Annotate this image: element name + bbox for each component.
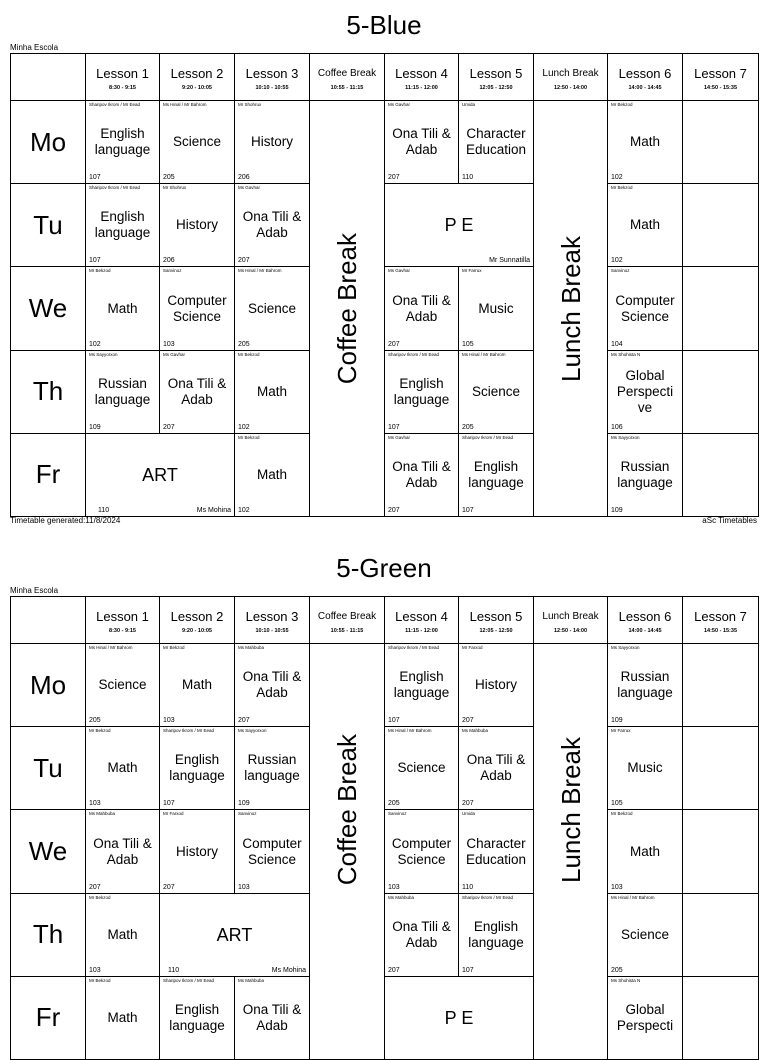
period-header: Lesson 5 12:05 - 12:50: [459, 54, 534, 101]
lesson-cell[interactable]: Sharipov Ikrom / Mr Eead English language 107: [86, 101, 160, 184]
day-label: We: [11, 810, 86, 893]
lesson-cell[interactable]: Mr Shohrux History 206: [160, 184, 235, 267]
lesson-cell[interactable]: Mr Bekzod Math 102: [235, 433, 310, 516]
lesson-cell[interactable]: Ms Hinal / Mr Bahrom Science 205: [385, 727, 459, 810]
empty-cell: [683, 184, 759, 267]
lunch-break-cell: Lunch Break: [534, 101, 608, 517]
lesson-cell[interactable]: Ms Hinal / Mr Bahrom Science 205: [608, 893, 683, 976]
coffee-break-cell: Coffee Break: [310, 644, 385, 1060]
lesson-cell[interactable]: Sharipov Ikrom / Mr Eead English language 107: [385, 644, 459, 727]
lesson-cell[interactable]: Umida Character Education 110: [459, 101, 534, 184]
lesson-cell[interactable]: Ms Gavhar Ona Tili & Adab 207: [385, 433, 459, 516]
day-label: Th: [11, 350, 86, 433]
lesson-cell[interactable]: Sanvinoz Computer Science 104: [608, 267, 683, 350]
period-header: Lesson 1 8:30 - 9:15: [86, 597, 160, 644]
lesson-cell[interactable]: Mr Farrux Music 105: [459, 267, 534, 350]
lesson-cell[interactable]: Sharipov Ikrom / Mr Eead English language 107: [459, 433, 534, 516]
lesson-cell[interactable]: Ms Sayyorxon Russian language 109: [235, 727, 310, 810]
timetable-grid: [10, 596, 759, 1060]
period-header: Lesson 5 12:05 - 12:50: [459, 597, 534, 644]
lesson-cell[interactable]: Mr Bekzod Math 102: [235, 350, 310, 433]
school-name: Minha Escola: [10, 43, 59, 52]
lesson-cell[interactable]: Mr Bekzod Math: [86, 976, 160, 1059]
empty-cell: [683, 350, 759, 433]
lesson-cell[interactable]: Sharipov Ikrom / Mr Eead English language 107: [385, 350, 459, 433]
period-header: Lesson 2 9:20 - 10:05: [160, 54, 235, 101]
empty-cell: [683, 810, 759, 893]
lunch-break-cell: Lunch Break: [534, 644, 608, 1060]
day-label: Fr: [11, 976, 86, 1059]
lesson-cell-double[interactable]: P E Mr Sunnatilla: [385, 184, 534, 267]
lesson-cell[interactable]: Sanvinoz Computer Science 103: [235, 810, 310, 893]
period-header: Lesson 4 11:15 - 12:00: [385, 54, 459, 101]
lesson-cell[interactable]: Ms Mahbuba Ona Tili & Adab 207: [459, 727, 534, 810]
day-label: We: [11, 267, 86, 350]
coffee-break-cell: Coffee Break: [310, 101, 385, 517]
lesson-cell[interactable]: Ms Mahbuba Ona Tili & Adab: [235, 976, 310, 1059]
lesson-cell[interactable]: Mr Bekzod Math 103: [608, 810, 683, 893]
day-label: Tu: [11, 727, 86, 810]
lesson-cell[interactable]: Ms Gavhar Ona Tili & Adab 207: [385, 267, 459, 350]
lesson-cell[interactable]: Mr Bekzod Math 102: [86, 267, 160, 350]
lesson-cell[interactable]: Ms Gavhar Ona Tili & Adab 207: [235, 184, 310, 267]
day-label: Mo: [11, 101, 86, 184]
period-header: Coffee Break 10:55 - 11:15: [310, 597, 385, 644]
brand-footer: aSc Timetables: [702, 516, 757, 525]
lesson-cell[interactable]: Ms Shohista N Global Perspecti ve 106: [608, 350, 683, 433]
period-header: Lesson 7 14:50 - 15:35: [683, 54, 759, 101]
lesson-cell[interactable]: Sanvinoz Computer Science 103: [160, 267, 235, 350]
lesson-cell[interactable]: Sharipov Ikrom / Mr Eead English language: [160, 976, 235, 1059]
lesson-cell[interactable]: Sanvinoz Computer Science 103: [385, 810, 459, 893]
period-header: Lesson 3 10:10 - 10:55: [235, 54, 310, 101]
empty-cell: [683, 893, 759, 976]
lesson-cell[interactable]: Ms Hinal / Mr Bahrom Science 205: [459, 350, 534, 433]
corner-cell: [11, 597, 86, 644]
period-header: Coffee Break 10:55 - 11:15: [310, 54, 385, 101]
lesson-cell[interactable]: Ms Shohista N Global Perspecti: [608, 976, 683, 1059]
lesson-cell[interactable]: Ms Mahbuba Ona Tili & Adab 207: [235, 644, 310, 727]
empty-cell: [683, 101, 759, 184]
empty-cell: [683, 727, 759, 810]
timetable-title: 5-Blue: [346, 10, 422, 40]
empty-cell: [683, 433, 759, 516]
empty-cell: [683, 644, 759, 727]
lesson-cell[interactable]: Mr Farxod History 207: [160, 810, 235, 893]
empty-cell: [683, 267, 759, 350]
lesson-cell-double[interactable]: ART 110 Ms Mohina: [160, 893, 310, 976]
timetable-grid: [10, 53, 759, 517]
generated-footer: Timetable generated:11/8/2024: [10, 516, 121, 525]
lesson-cell[interactable]: Mr Bekzod Math 102: [608, 101, 683, 184]
lesson-cell[interactable]: Sharipov Ikrom / Mr Eead English language 107: [86, 184, 160, 267]
lesson-cell[interactable]: Sharipov Ikrom / Mr Eead English language 107: [459, 893, 534, 976]
lesson-cell[interactable]: Mr Bekzod Math 103: [86, 727, 160, 810]
period-header: Lunch Break 12:50 - 14:00: [534, 597, 608, 644]
period-header: Lesson 3 10:10 - 10:55: [235, 597, 310, 644]
corner-cell: [11, 54, 86, 101]
lesson-cell-double[interactable]: ART 110 Ms Mohina: [86, 433, 235, 516]
lesson-cell[interactable]: Mr Bekzod Math 103: [86, 893, 160, 976]
day-label: Fr: [11, 433, 86, 516]
day-label: Mo: [11, 644, 86, 727]
lesson-cell[interactable]: Ms Sayyorxon Russian language 109: [608, 433, 683, 516]
school-name: Minha Escola: [10, 586, 59, 595]
period-header: Lesson 6 14:00 - 14:45: [608, 597, 683, 644]
lesson-cell[interactable]: Ms Gavhar Ona Tili & Adab 207: [385, 101, 459, 184]
day-label: Tu: [11, 184, 86, 267]
day-label: Th: [11, 893, 86, 976]
lesson-cell[interactable]: Mr Farrux Music 105: [608, 727, 683, 810]
period-header: Lesson 6 14:00 - 14:45: [608, 54, 683, 101]
lesson-cell[interactable]: Ms Hinal / Mr Bahrom Science 205: [86, 644, 160, 727]
lesson-cell[interactable]: Ms Gavhar Ona Tili & Adab 207: [160, 350, 235, 433]
lesson-cell-double[interactable]: P E: [385, 976, 534, 1059]
lesson-cell[interactable]: Ms Sayyorxon Russian language 109: [86, 350, 160, 433]
lesson-cell[interactable]: Ms Mahbuba Ona Tili & Adab 207: [86, 810, 160, 893]
period-header: Lunch Break 12:50 - 14:00: [534, 54, 608, 101]
lesson-cell[interactable]: Ms Hinal / Mr Bahrom Science 205: [160, 101, 235, 184]
period-header: Lesson 1 8:30 - 9:15: [86, 54, 160, 101]
lesson-cell[interactable]: Ms Sayyorxon Russian language 109: [608, 644, 683, 727]
period-header: Lesson 4 11:15 - 12:00: [385, 597, 459, 644]
timetable-title: 5-Green: [336, 553, 432, 583]
lesson-cell[interactable]: Mr Shohrux History 206: [235, 101, 310, 184]
lesson-cell[interactable]: Mr Farxod History 207: [459, 644, 534, 727]
lesson-cell[interactable]: Sharipov Ikrom / Mr Eead English language 107: [160, 727, 235, 810]
empty-cell: [683, 976, 759, 1059]
period-header: Lesson 2 9:20 - 10:05: [160, 597, 235, 644]
period-header: Lesson 7 14:50 - 15:35: [683, 597, 759, 644]
lesson-cell[interactable]: Ms Mahbuba Ona Tili & Adab 207: [385, 893, 459, 976]
lesson-cell[interactable]: Mr Bekzod Math 102: [608, 184, 683, 267]
lesson-cell[interactable]: Mr Bekzod Math 103: [160, 644, 235, 727]
lesson-cell[interactable]: Umida Character Education 110: [459, 810, 534, 893]
lesson-cell[interactable]: Ms Hinal / Mr Bahrom Science 205: [235, 267, 310, 350]
